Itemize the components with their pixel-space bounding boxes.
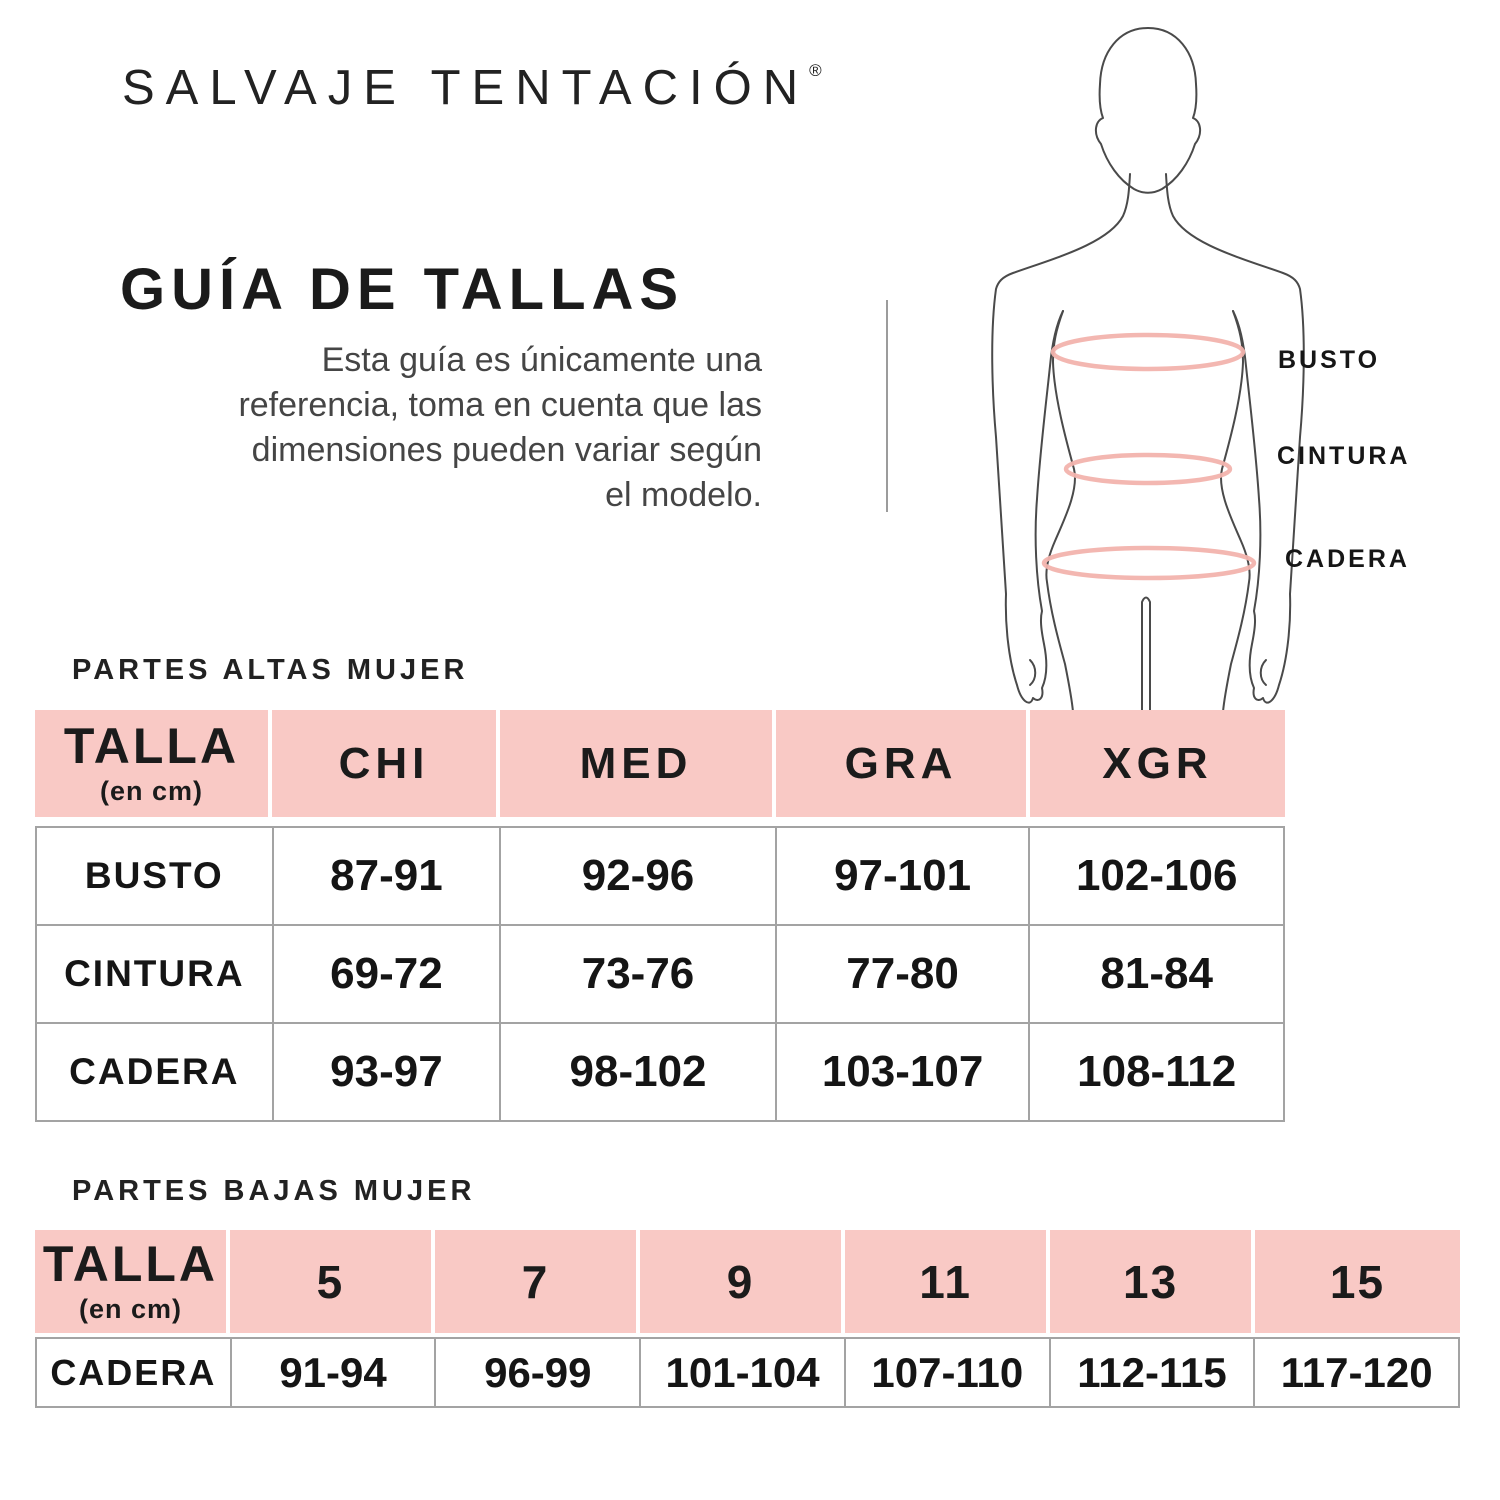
bottoms-table-header-row	[35, 1230, 1460, 1333]
waist-label: CINTURA	[1277, 442, 1411, 470]
measurement-cell: 112-115	[1050, 1338, 1255, 1407]
column-header: CHI	[272, 710, 500, 817]
table-row	[36, 925, 1284, 1023]
column-header: 9	[640, 1230, 845, 1333]
size-label: TALLA	[63, 717, 240, 774]
measurement-cell: 77-80	[776, 925, 1030, 1023]
page-title: GUÍA DE TALLAS	[120, 257, 685, 322]
section-title-bottoms: PARTES BAJAS MUJER	[72, 1175, 476, 1207]
section-title-tops: PARTES ALTAS MUJER	[72, 654, 469, 686]
table-row	[36, 1338, 1459, 1407]
head-outline	[1096, 28, 1200, 193]
waist-measure-line	[1066, 455, 1230, 483]
measurement-cell: 73-76	[500, 925, 776, 1023]
measurement-cell: 93-97	[273, 1023, 501, 1121]
column-header: GRA	[776, 710, 1030, 817]
measurement-cell: 81-84	[1029, 925, 1284, 1023]
right-arm-outline	[1166, 174, 1304, 703]
measurement-cell: 87-91	[273, 827, 501, 925]
bust-measure-line	[1053, 335, 1243, 369]
measurement-cell: 108-112	[1029, 1023, 1284, 1121]
registered-mark: ®	[809, 61, 822, 80]
description-line: dimensiones pueden variar según	[251, 431, 762, 469]
column-header: 5	[230, 1230, 435, 1333]
measurement-cell: 91-94	[231, 1338, 436, 1407]
tops-table-header-row	[35, 710, 1285, 817]
guide-description	[80, 338, 762, 518]
bottoms-table-body	[35, 1337, 1460, 1408]
column-header: 15	[1255, 1230, 1460, 1333]
measurement-cell: 117-120	[1254, 1338, 1459, 1407]
right-torso-outline	[1221, 311, 1250, 712]
hip-measure-line	[1044, 548, 1254, 578]
brand-name: SALVAJE TENTACIÓN	[122, 61, 810, 115]
measurement-cell: 101-104	[640, 1338, 845, 1407]
row-label: CINTURA	[36, 925, 273, 1023]
column-header: XGR	[1030, 710, 1285, 817]
measurement-cell: 102-106	[1029, 827, 1284, 925]
description-line: referencia, toma en cuenta que las	[238, 386, 762, 424]
measurement-cell: 96-99	[435, 1338, 640, 1407]
measurement-cell: 69-72	[273, 925, 501, 1023]
table-row	[36, 1023, 1284, 1121]
description-line: el modelo.	[605, 476, 762, 514]
column-header: 11	[845, 1230, 1050, 1333]
size-header-cell	[35, 710, 272, 817]
measurement-cell: 97-101	[776, 827, 1030, 925]
left-thumb-line	[1030, 660, 1035, 685]
size-header-cell	[35, 1230, 230, 1333]
right-thumb-line	[1261, 660, 1266, 685]
column-header: 13	[1050, 1230, 1255, 1333]
measurement-cell: 98-102	[500, 1023, 776, 1121]
tops-table-body	[35, 826, 1285, 1122]
left-arm-outline	[992, 174, 1130, 703]
row-label: CADERA	[36, 1023, 273, 1121]
hip-label: CADERA	[1285, 545, 1410, 573]
bottoms-size-table	[35, 1230, 1460, 1408]
measurement-cell: 103-107	[776, 1023, 1030, 1121]
size-unit: (en cm)	[78, 1293, 182, 1324]
inner-leg-gap	[1142, 598, 1150, 713]
bust-label: BUSTO	[1278, 346, 1381, 374]
size-label: TALLA	[42, 1235, 219, 1292]
column-header: 7	[435, 1230, 640, 1333]
description-line: Esta guía es únicamente una	[321, 341, 762, 379]
table-row	[36, 827, 1284, 925]
row-label: CADERA	[36, 1338, 231, 1407]
measurement-cell: 92-96	[500, 827, 776, 925]
row-label: BUSTO	[36, 827, 273, 925]
measurement-cell: 107-110	[845, 1338, 1050, 1407]
left-torso-outline	[1046, 311, 1075, 712]
size-unit: (en cm)	[99, 775, 203, 806]
tops-size-table	[35, 710, 1285, 1122]
brand-logo	[122, 62, 822, 113]
column-header: MED	[500, 710, 776, 817]
